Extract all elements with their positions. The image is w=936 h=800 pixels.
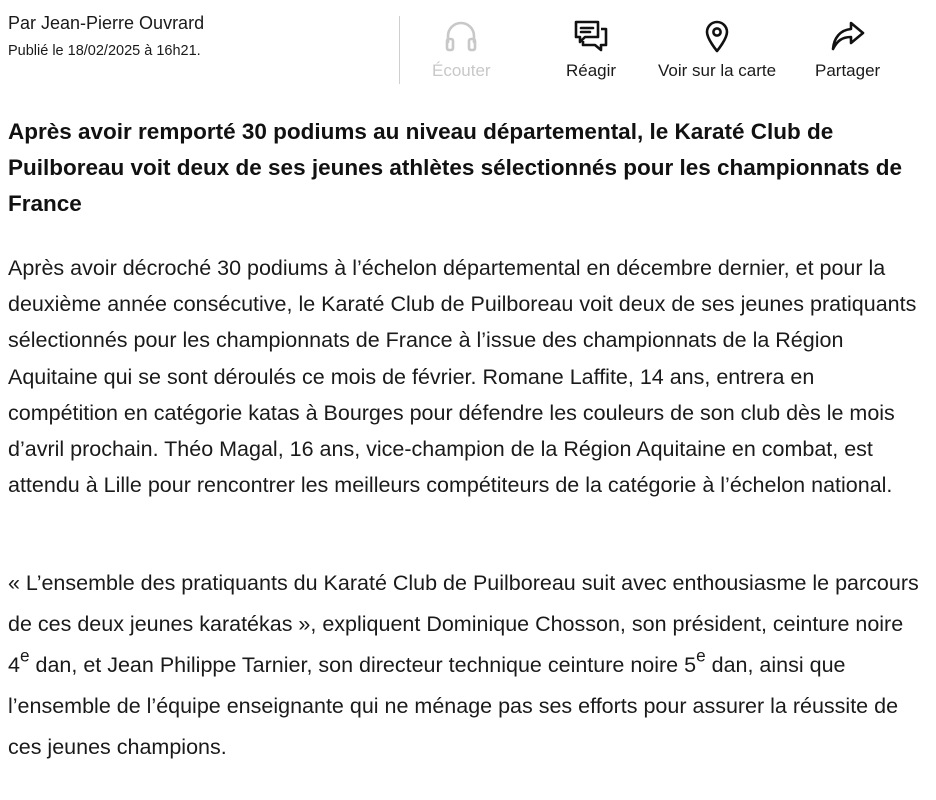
- author-name: Par Jean-Pierre Ouvrard: [8, 13, 205, 33]
- ordinal-superscript: e: [696, 645, 706, 666]
- share-label: Partager: [815, 61, 881, 80]
- view-on-map-label: Voir sur la carte: [658, 61, 777, 80]
- share-button[interactable]: [815, 18, 880, 81]
- react-button[interactable]: [566, 18, 616, 81]
- article-paragraph-1: Après avoir décroché 30 podiums à l’échelon départemental en décembre dernier, et pour la deuxième année consécutive, le Karaté Club de Puilboreau voit deux de ses jeunes pratiquants sélectionnés pour les championnats de France à l’issue des championnats de la Région Aquitaine qui se sont déroulés ce mois de février. Romane Laffite, 14 ans, entrera en compétition en catégorie katas à Bourges pour défendre les couleurs de son club dès le mois d’avril prochain. Théo Magal, 16 ans, vice-champion de la Région Aquitaine en combat, est attendu à Lille pour rencontrer les meilleurs compétiteurs de la catégorie à l’échelon national.: [8, 256, 917, 498]
- article-header: [0, 0, 936, 106]
- paragraph-2-text-3: dan, ainsi que l’ensemble de l’équipe enseignante qui ne ménage pas ses efforts pour assurer la réussite de ces jeunes champions.: [8, 653, 899, 759]
- header-divider: [399, 16, 400, 84]
- ordinal-superscript: e: [19, 645, 30, 666]
- share-icon: [830, 18, 866, 54]
- paragraph-2-text-1: « L’ensemble des pratiquants du Karaté Club de Puilboreau suit avec enthousiasme le parcours de ces deux jeunes karatékas », expliquent Dominique Chosson, son président, ceinture noire 4: [8, 571, 919, 677]
- view-on-map-button[interactable]: [658, 18, 776, 81]
- react-label: Réagir: [566, 61, 617, 80]
- map-pin-icon: [699, 18, 735, 54]
- article-paragraph-2: [8, 563, 923, 768]
- listen-label: Écouter: [432, 61, 491, 80]
- byline: [8, 12, 204, 60]
- publish-date: Publié le 18/02/2025 à 16h21.: [8, 43, 201, 59]
- headphones-icon: [443, 18, 479, 54]
- paragraph-2-text-2: dan, et Jean Philippe Tarnier, son directeur technique ceinture noire 5: [29, 653, 697, 677]
- article-lead: Après avoir remporté 30 podiums au niveau départemental, le Karaté Club de Puilboreau voit deux de ses jeunes athlètes sélectionnés pour les championnats de France: [8, 119, 903, 216]
- comments-icon: [573, 18, 609, 54]
- listen-button[interactable]: [432, 18, 491, 81]
